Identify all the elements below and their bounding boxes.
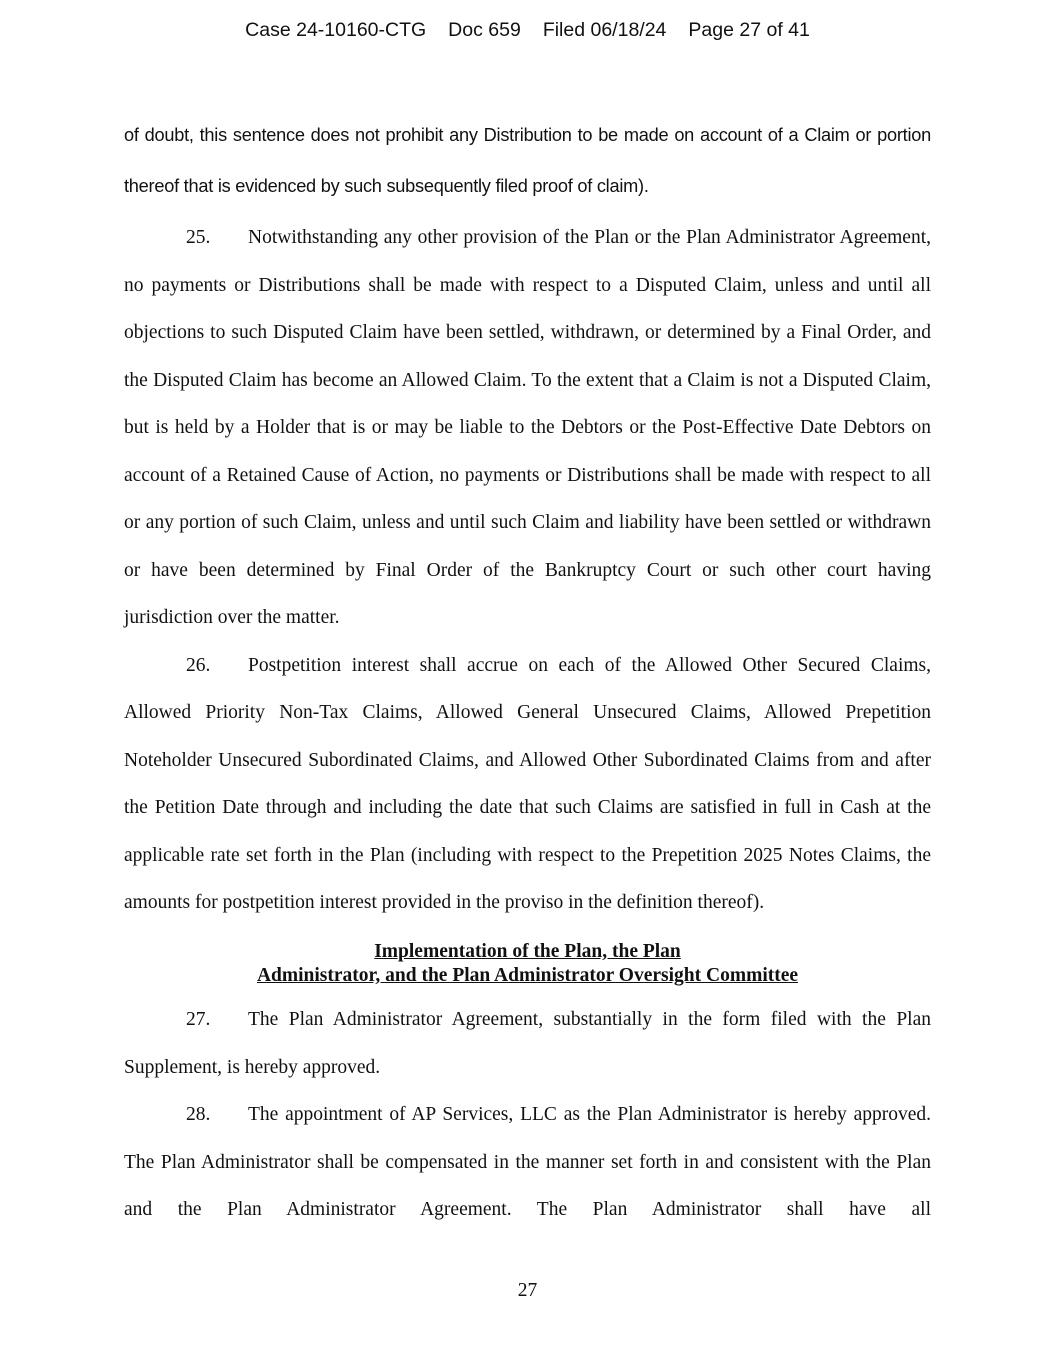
paragraph-28 bbox=[124, 1091, 931, 1234]
continuation-text: of doubt, this sentence does not prohibit any Distribution to be made on account of a Claim or portion thereof that is evidenced by such subsequently filed proof of claim). bbox=[124, 125, 931, 196]
section-heading-line-2: Administrator, and the Plan Administrator Oversight Committee bbox=[256, 965, 799, 986]
section-heading bbox=[124, 940, 931, 988]
case-header bbox=[0, 19, 1055, 42]
filed-date: Filed 06/18/24 bbox=[542, 19, 667, 41]
doc-number: Doc 659 bbox=[448, 19, 521, 41]
paragraph-number: 28. bbox=[186, 1104, 211, 1125]
paragraph-26 bbox=[124, 642, 931, 927]
paragraph-number: 26. bbox=[186, 654, 211, 676]
paragraphs-27-28 bbox=[124, 996, 931, 1234]
paragraph-number: 25. bbox=[186, 227, 211, 248]
paragraph-text: Notwithstanding any other provision of the Plan or the Plan Administrator Agreement, no payments or Distributions shall be made with respect to a Disputed Claim, unless and until all objections to such Disputed Claim have been settled, withdrawn, or determined by a Final Order, and the Disputed Claim has become an Allowed Claim. To the extent that a Claim is not a Disputed Claim, but is held by a Holder that is or may be liable to the Debtors or the Post-Effective Date Debtors on account of a Retained Cause of Action, no payments or Distributions shall be made with respect to all or any portion of such Claim, unless and until such Claim and liability have been settled or withdrawn or have been determined by Final Order of the Bankruptcy Court or such other court having jurisdiction over the matter. bbox=[124, 227, 931, 628]
paragraphs-25-26 bbox=[124, 214, 931, 927]
paragraph-27 bbox=[124, 996, 931, 1091]
paragraph-text: The appointment of AP Services, LLC as the Plan Administrator is hereby approved. The Plan Administrator shall be compensated in the manner set forth in and consistent with the Plan and the Plan Administrator Agreement. The Plan Administrator shall have all bbox=[124, 1104, 931, 1220]
paragraph-25 bbox=[124, 214, 931, 642]
case-number: Case 24-10160-CTG bbox=[245, 19, 427, 41]
section-heading-line-1: Implementation of the Plan, the Plan bbox=[374, 941, 681, 962]
page-number: 27 bbox=[517, 1280, 538, 1301]
paragraph-text: Postpetition interest shall accrue on each of the Allowed Other Secured Claims, Allowed Priority Non-Tax Claims, Allowed General Unsecured Claims, Allowed Prepetition Noteholder Unsecured Subordinated Claims, and Allowed Other Subordinated Claims from and after the Petition Date through and including the date that such Claims are satisfied in full in Cash at the applicable rate set forth in the Plan (including with respect to the Prepetition 2025 Notes Claims, the amounts for postpetition interest provided in the proviso in the definition thereof). bbox=[124, 654, 931, 913]
page-indicator: Page 27 of 41 bbox=[688, 19, 810, 41]
paragraph-text: The Plan Administrator Agreement, substantially in the form filed with the Plan Supplement, is hereby approved. bbox=[124, 1009, 931, 1078]
paragraph-number: 27. bbox=[186, 1009, 211, 1030]
